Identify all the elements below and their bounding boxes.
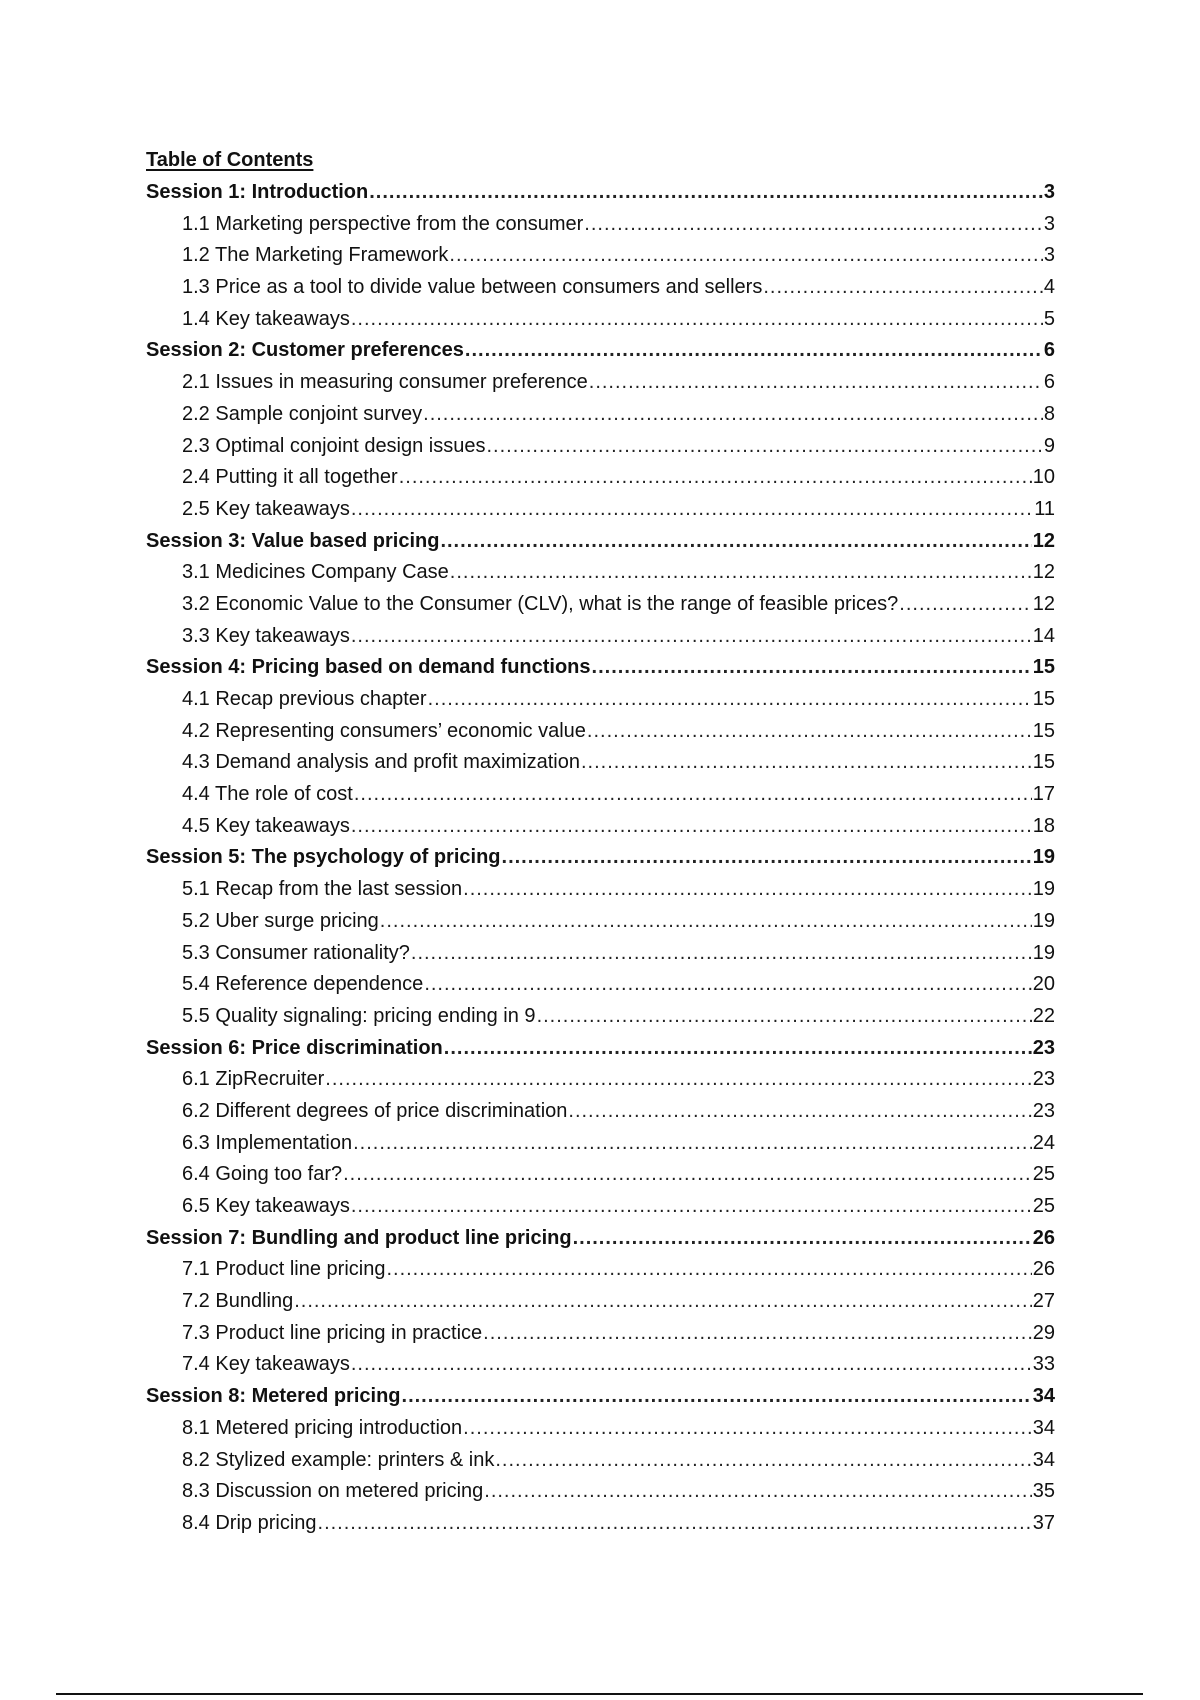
toc-page-number: 15 xyxy=(1032,751,1055,774)
toc-entry-label: 6.1 ZipRecruiter xyxy=(182,1068,325,1091)
toc-entry-label: 7.2 Bundling xyxy=(182,1290,294,1313)
toc-dot-leader xyxy=(351,304,1043,336)
toc-dot-leader xyxy=(424,969,1031,1001)
toc-page-number: 20 xyxy=(1032,973,1055,996)
toc-page-number: 35 xyxy=(1032,1480,1055,1503)
toc-entry-label: 6.2 Different degrees of price discrimination xyxy=(182,1099,568,1122)
toc-entry-label: 5.5 Quality signaling: pricing ending in 9 xyxy=(182,1004,536,1027)
toc-subsection-entry[interactable] xyxy=(146,209,1055,241)
toc-page-number: 19 xyxy=(1032,878,1055,901)
toc-dot-leader xyxy=(589,367,1043,399)
toc-entry-label: 8.4 Drip pricing xyxy=(182,1511,317,1534)
toc-entry-label: 6.3 Implementation xyxy=(182,1131,353,1154)
toc-entry-label: 1.1 Marketing perspective from the consumer xyxy=(182,212,584,235)
toc-entry-label: 5.3 Consumer rationality? xyxy=(182,941,410,964)
toc-page-number: 29 xyxy=(1032,1321,1055,1344)
toc-page-number: 8 xyxy=(1043,402,1055,425)
toc-page-number: 11 xyxy=(1034,497,1055,520)
toc-dot-leader xyxy=(581,747,1032,779)
table-of-contents xyxy=(146,143,1055,1540)
toc-dot-leader xyxy=(380,906,1032,938)
toc-subsection-entry[interactable] xyxy=(146,938,1055,970)
toc-entry-label: Session 8: Metered pricing xyxy=(146,1385,401,1408)
toc-dot-leader xyxy=(343,1159,1032,1191)
toc-entry-label: Session 4: Pricing based on demand functions xyxy=(146,656,591,679)
toc-entry-label: 5.4 Reference dependence xyxy=(182,973,424,996)
toc-page-number: 15 xyxy=(1032,719,1055,742)
toc-page-number: 4 xyxy=(1043,276,1055,299)
toc-entry-label: 2.5 Key takeaways xyxy=(182,497,350,520)
toc-dot-leader xyxy=(899,589,1031,621)
toc-page-number: 37 xyxy=(1032,1511,1055,1534)
toc-dot-leader xyxy=(351,621,1032,653)
toc-subsection-entry[interactable] xyxy=(146,557,1055,589)
toc-entry-label: 7.3 Product line pricing in practice xyxy=(182,1321,483,1344)
toc-page-number: 9 xyxy=(1043,434,1055,457)
toc-entry-label: 3.3 Key takeaways xyxy=(182,624,350,647)
toc-dot-leader xyxy=(440,526,1031,558)
toc-entry-label: Session 2: Customer preferences xyxy=(146,339,464,362)
toc-dot-leader xyxy=(325,1064,1031,1096)
toc-subsection-entry[interactable] xyxy=(146,240,1055,272)
toc-session-entry[interactable] xyxy=(146,842,1055,874)
toc-title: Table of Contents xyxy=(146,149,314,171)
toc-subsection-entry[interactable] xyxy=(146,811,1055,843)
toc-dot-leader xyxy=(423,399,1043,431)
toc-page-number: 33 xyxy=(1032,1353,1055,1376)
toc-subsection-entry[interactable] xyxy=(146,779,1055,811)
toc-entry-label: Session 6: Price discrimination xyxy=(146,1036,443,1059)
toc-page-number: 6 xyxy=(1043,339,1055,362)
toc-entry-label: 8.2 Stylized example: printers & ink xyxy=(182,1448,495,1471)
toc-entry-label: 1.2 The Marketing Framework xyxy=(182,244,449,267)
toc-page-number: 26 xyxy=(1032,1258,1055,1281)
toc-subsection-entry[interactable] xyxy=(146,621,1055,653)
toc-entry-label: 3.1 Medicines Company Case xyxy=(182,561,449,584)
toc-subsection-entry[interactable] xyxy=(146,716,1055,748)
toc-dot-leader xyxy=(294,1286,1032,1318)
toc-entry-label: Session 1: Introduction xyxy=(146,181,369,203)
toc-page-number: 10 xyxy=(1032,466,1055,489)
toc-dot-leader xyxy=(386,1254,1031,1286)
toc-dot-leader xyxy=(495,1445,1031,1477)
toc-page-number: 23 xyxy=(1032,1068,1055,1091)
toc-dot-leader xyxy=(399,462,1032,494)
toc-subsection-entry[interactable] xyxy=(146,1413,1055,1445)
toc-subsection-entry[interactable] xyxy=(146,462,1055,494)
toc-entry-label: 7.4 Key takeaways xyxy=(182,1353,350,1376)
toc-entry-label: 6.5 Key takeaways xyxy=(182,1195,350,1217)
toc-subsection-entry[interactable] xyxy=(146,1096,1055,1128)
toc-page-number: 18 xyxy=(1032,814,1055,837)
toc-subsection-entry[interactable] xyxy=(146,367,1055,399)
toc-subsection-entry[interactable] xyxy=(146,304,1055,336)
toc-page-number: 5 xyxy=(1043,307,1055,330)
toc-subsection-entry[interactable] xyxy=(146,399,1055,431)
toc-dot-leader xyxy=(351,811,1032,843)
toc-page-number: 12 xyxy=(1032,592,1055,615)
toc-page-number: 6 xyxy=(1043,371,1055,394)
toc-subsection-entry[interactable] xyxy=(146,874,1055,906)
toc-entry-label: 6.4 Going too far? xyxy=(182,1163,343,1186)
toc-entry-label: Session 7: Bundling and product line pricing xyxy=(146,1226,572,1249)
toc-dot-leader xyxy=(763,272,1043,304)
toc-dot-leader xyxy=(318,1508,1032,1540)
toc-entry-label: 5.1 Recap from the last session xyxy=(182,878,463,901)
toc-page-number: 24 xyxy=(1032,1131,1055,1154)
toc-dot-leader xyxy=(351,1349,1032,1381)
toc-dot-leader xyxy=(444,1033,1032,1065)
toc-page-number: 14 xyxy=(1032,624,1055,647)
toc-entry-label: 4.3 Demand analysis and profit maximization xyxy=(182,751,580,774)
toc-page-number: 15 xyxy=(1032,688,1055,710)
toc-dot-leader xyxy=(402,1381,1032,1413)
toc-dot-leader xyxy=(428,684,1032,716)
toc-session-entry[interactable] xyxy=(146,177,1055,209)
toc-page-number: 19 xyxy=(1032,909,1055,932)
toc-entry-label: 1.4 Key takeaways xyxy=(182,307,350,330)
toc-page-number: 23 xyxy=(1032,1099,1055,1122)
toc-page-number: 34 xyxy=(1032,1416,1055,1439)
toc-subsection-entry[interactable] xyxy=(146,1445,1055,1477)
toc-subsection-entry[interactable] xyxy=(146,1001,1055,1033)
toc-page-number: 25 xyxy=(1032,1195,1055,1217)
toc-dot-leader xyxy=(484,1476,1031,1508)
toc-subsection-entry[interactable] xyxy=(146,431,1055,463)
toc-dot-leader xyxy=(573,1223,1032,1255)
toc-subsection-entry[interactable] xyxy=(146,1159,1055,1191)
toc-subsection-entry[interactable] xyxy=(146,747,1055,779)
toc-subsection-entry[interactable] xyxy=(146,906,1055,938)
toc-page-number: 12 xyxy=(1032,529,1055,552)
toc-subsection-entry[interactable] xyxy=(146,1349,1055,1381)
toc-subsection-entry[interactable] xyxy=(146,1254,1055,1286)
toc-page-number: 19 xyxy=(1032,941,1055,964)
toc-dot-leader xyxy=(463,1413,1032,1445)
toc-subsection-entry[interactable] xyxy=(146,589,1055,621)
toc-dot-leader xyxy=(351,494,1033,526)
toc-subsection-entry[interactable] xyxy=(146,684,1055,716)
toc-page-number: 27 xyxy=(1032,1290,1055,1313)
toc-dot-leader xyxy=(369,177,1043,209)
toc-dot-leader xyxy=(463,874,1032,906)
toc-page-number: 23 xyxy=(1032,1036,1055,1059)
toc-page-number: 3 xyxy=(1043,244,1055,267)
toc-dot-leader xyxy=(584,209,1043,241)
toc-page-number: 3 xyxy=(1043,181,1055,203)
toc-dot-leader xyxy=(487,431,1043,463)
toc-session-entry[interactable] xyxy=(146,526,1055,558)
toc-page-number: 34 xyxy=(1032,1385,1055,1408)
toc-dot-leader xyxy=(411,938,1032,970)
toc-session-entry[interactable] xyxy=(146,1223,1055,1255)
toc-dot-leader xyxy=(354,779,1032,811)
toc-subsection-entry[interactable] xyxy=(146,1476,1055,1508)
toc-session-entry[interactable] xyxy=(146,652,1055,684)
toc-page-number: 12 xyxy=(1032,561,1055,584)
toc-session-entry[interactable] xyxy=(146,335,1055,367)
toc-entry-label: 8.3 Discussion on metered pricing xyxy=(182,1480,484,1503)
toc-entry-label: 4.5 Key takeaways xyxy=(182,814,350,837)
toc-dot-leader xyxy=(449,240,1042,272)
toc-subsection-entry[interactable] xyxy=(146,1286,1055,1318)
toc-dot-leader xyxy=(502,842,1032,874)
page-bottom-rule xyxy=(56,1693,1143,1695)
toc-entry-label: 4.2 Representing consumers’ economic value xyxy=(182,719,586,742)
toc-entry-label: 2.4 Putting it all together xyxy=(182,466,398,489)
toc-entry-label: Session 5: The psychology of pricing xyxy=(146,846,501,869)
toc-page-number: 25 xyxy=(1032,1163,1055,1186)
toc-entry-label: 2.2 Sample conjoint survey xyxy=(182,402,423,425)
toc-page-number: 15 xyxy=(1032,656,1055,679)
toc-session-entry[interactable] xyxy=(146,1381,1055,1413)
toc-page-number: 22 xyxy=(1032,1004,1055,1027)
toc-page-number: 34 xyxy=(1032,1448,1055,1471)
toc-entry-label: 7.1 Product line pricing xyxy=(182,1258,386,1281)
toc-entry-label: 5.2 Uber surge pricing xyxy=(182,909,379,932)
toc-subsection-entry[interactable] xyxy=(146,1128,1055,1160)
toc-entry-label: 2.3 Optimal conjoint design issues xyxy=(182,434,486,457)
toc-entry-label: Session 3: Value based pricing xyxy=(146,529,440,552)
toc-subsection-entry[interactable] xyxy=(146,1508,1055,1540)
toc-dot-leader xyxy=(465,335,1043,367)
toc-dot-leader xyxy=(587,716,1032,748)
toc-entry-label: 1.3 Price as a tool to divide value between consumers and sellers xyxy=(182,276,763,299)
toc-dot-leader xyxy=(353,1128,1032,1160)
toc-subsection-entry[interactable] xyxy=(146,494,1055,526)
toc-dot-leader xyxy=(568,1096,1031,1128)
toc-page-number: 3 xyxy=(1043,212,1055,235)
toc-dot-leader xyxy=(483,1318,1032,1350)
toc-entry-label: 4.4 The role of cost xyxy=(182,783,353,806)
toc-subsection-entry[interactable] xyxy=(146,272,1055,304)
toc-entry-label: 3.2 Economic Value to the Consumer (CLV), what is the range of feasible prices? xyxy=(182,592,899,615)
toc-page-number: 26 xyxy=(1032,1226,1055,1249)
toc-entry-label: 8.1 Metered pricing introduction xyxy=(182,1416,463,1439)
toc-page-number: 17 xyxy=(1032,783,1055,806)
toc-subsection-entry[interactable] xyxy=(146,1064,1055,1096)
toc-subsection-entry[interactable] xyxy=(146,1318,1055,1350)
toc-session-entry[interactable] xyxy=(146,1033,1055,1065)
toc-page-number: 19 xyxy=(1032,846,1055,869)
toc-dot-leader xyxy=(450,557,1032,589)
toc-subsection-entry[interactable] xyxy=(146,1191,1055,1223)
toc-subsection-entry[interactable] xyxy=(146,969,1055,1001)
toc-dot-leader xyxy=(592,652,1032,684)
toc-entry-label: 4.1 Recap previous chapter xyxy=(182,688,427,710)
toc-entry-list xyxy=(146,177,1055,1540)
toc-dot-leader xyxy=(537,1001,1032,1033)
toc-entry-label: 2.1 Issues in measuring consumer preference xyxy=(182,371,588,394)
toc-dot-leader xyxy=(351,1191,1032,1223)
